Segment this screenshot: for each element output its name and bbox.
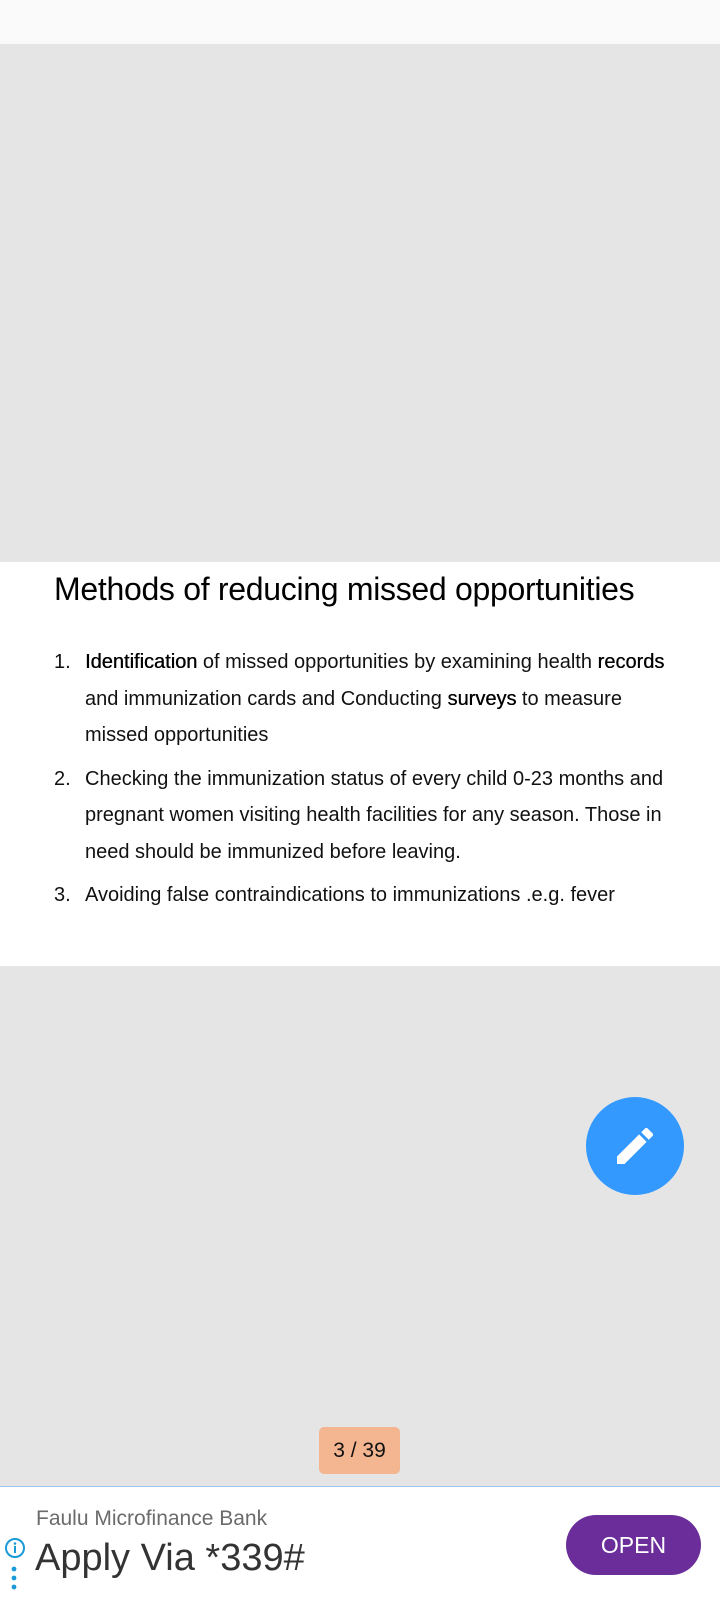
ad-headline[interactable]: Apply Via *339#	[35, 1537, 305, 1579]
slide-list-item	[54, 761, 674, 871]
list-item-text: of missed opportunities by examining health	[197, 651, 598, 673]
slide-title: Methods of reducing missed opportunities	[54, 571, 635, 607]
more-vertical-icon[interactable]	[10, 1565, 18, 1595]
list-item-keyword: records	[597, 651, 665, 673]
slide-bullet-list	[54, 644, 674, 921]
list-item-text: Checking the immunization status of every child 0-23 months and pregnant women visiting health facilities for any season. Those in need should be immunized before leaving.	[85, 767, 664, 863]
ad-open-button[interactable]: OPEN	[566, 1515, 701, 1575]
list-item-keyword: Identification	[85, 651, 198, 673]
ad-banner[interactable]	[0, 1486, 720, 1601]
slide-list-item	[54, 644, 674, 754]
slide-page	[0, 562, 720, 966]
list-item-keyword: surveys	[447, 687, 517, 710]
list-item-number: 3.	[54, 884, 71, 906]
info-icon[interactable]	[4, 1537, 26, 1559]
slide-list-item	[54, 877, 674, 914]
top-bar	[0, 0, 720, 44]
page-indicator: 3 / 39	[319, 1427, 400, 1474]
list-item-number: 1.	[54, 651, 71, 673]
list-item-number: 2.	[54, 767, 71, 790]
list-item-text: and immunization cards and Conducting	[85, 687, 448, 710]
edit-button[interactable]	[586, 1097, 684, 1195]
pencil-icon	[611, 1122, 659, 1170]
list-item-text: Avoiding false contraindications to immunizations .e.g. fever	[85, 884, 615, 906]
list-item-text: to measure missed opportunities	[85, 687, 622, 746]
ad-advertiser: Faulu Microfinance Bank	[36, 1507, 268, 1530]
